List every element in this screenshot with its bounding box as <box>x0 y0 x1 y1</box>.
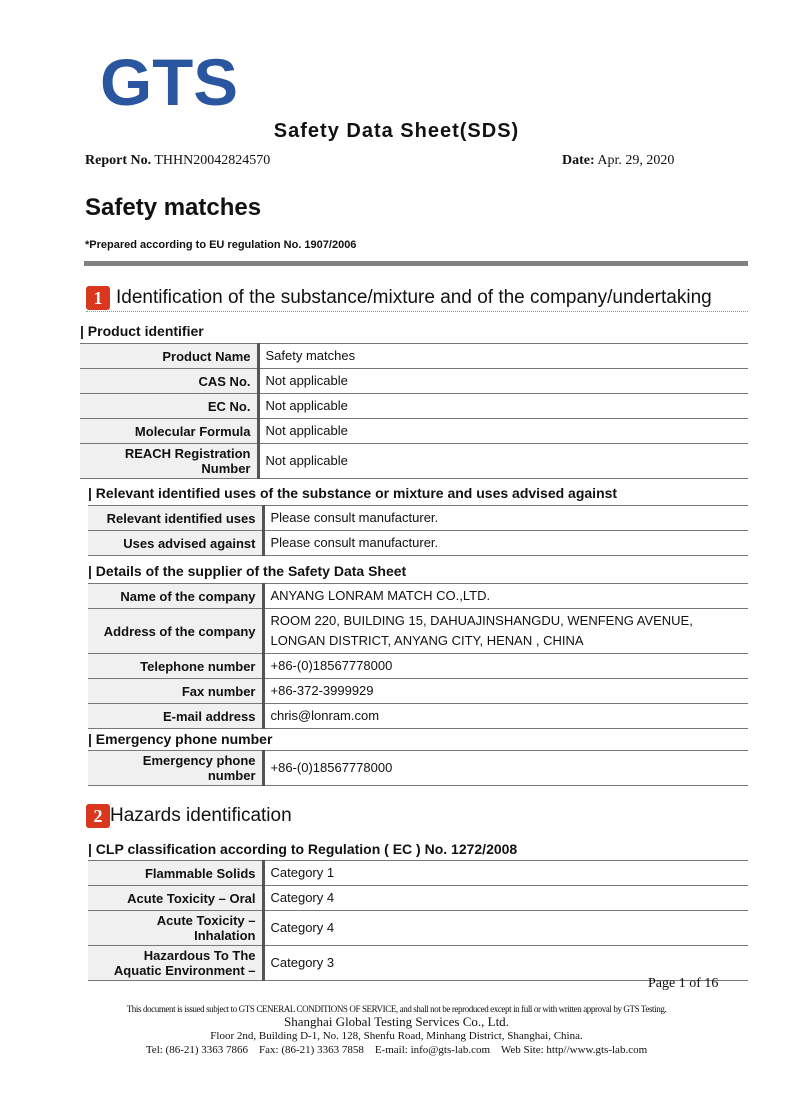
row-label: Relevant identified uses <box>88 506 263 531</box>
subheading: | Emergency phone number <box>88 731 273 747</box>
footer-address: Floor 2nd, Building D-1, No. 128, Shenfu Road, Minhang District, Shanghai, China. <box>210 1030 583 1042</box>
subheading: | CLP classification according to Regulation ( EC ) No. 1272/2008 <box>88 841 518 857</box>
row-value: Category 4 <box>263 911 748 946</box>
subheading: | Relevant identified uses of the substance or mixture and uses advised against <box>88 485 618 501</box>
section-number-badge: 2 <box>86 804 110 828</box>
supplier-table <box>88 583 748 729</box>
row-label: Uses advised against <box>88 531 263 556</box>
footer-contact: Tel: (86-21) 3363 7866 Fax: (86-21) 3363 7858 E-mail: info@gts-lab.com Web Site: http//www.gts-lab.com <box>145 1044 648 1056</box>
row-value: Safety matches <box>258 344 748 369</box>
row-label: E-mail address <box>88 704 263 729</box>
table-row <box>88 584 748 609</box>
row-value: ROOM 220, BUILDING 15, DAHUAJINSHANGDU, WENFENG AVENUE, LONGAN DISTRICT, ANYANG CITY, HENAN , CHINA <box>263 609 748 654</box>
row-value: Category 4 <box>263 886 748 911</box>
row-label: Molecular Formula <box>80 419 258 444</box>
subheading: | Details of the supplier of the Safety Data Sheet <box>88 563 407 579</box>
row-value: Not applicable <box>258 394 748 419</box>
row-value: Not applicable <box>258 419 748 444</box>
row-label: Flammable Solids <box>88 861 263 886</box>
table-row <box>80 369 748 394</box>
row-label: Acute Toxicity – Inhalation <box>88 911 263 946</box>
table-row <box>88 886 748 911</box>
document-title: Safety Data Sheet(SDS) <box>273 120 520 142</box>
row-value: +86-(0)18567778000 <box>263 751 748 786</box>
row-label: Hazardous To The Aquatic Environment – <box>88 946 263 981</box>
row-label: Telephone number <box>88 654 263 679</box>
table-row <box>80 419 748 444</box>
table-row <box>88 679 748 704</box>
row-label: Product Name <box>80 344 258 369</box>
table-row <box>88 911 748 946</box>
section-title: Identification of the substance/mixture and of the company/undertaking <box>116 286 712 308</box>
row-value: Not applicable <box>258 444 748 479</box>
subheading: | Product identifier <box>80 323 204 339</box>
row-label: Name of the company <box>88 584 263 609</box>
prepared-note: *Prepared according to EU regulation No. 1907/2006 <box>85 239 357 251</box>
table-row <box>88 704 748 729</box>
table-row <box>88 861 748 886</box>
row-label: EC No. <box>80 394 258 419</box>
row-label: CAS No. <box>80 369 258 394</box>
table-row <box>88 609 748 654</box>
uses-table <box>88 505 748 556</box>
row-value: Please consult manufacturer. <box>263 506 748 531</box>
row-value: Please consult manufacturer. <box>263 531 748 556</box>
section-title: Hazards identification <box>110 805 292 826</box>
table-row <box>80 444 748 479</box>
row-value: +86-372-3999929 <box>263 679 748 704</box>
row-value: ANYANG LONRAM MATCH CO.,LTD. <box>263 584 748 609</box>
row-value: +86-(0)18567778000 <box>263 654 748 679</box>
row-value: Category 1 <box>263 861 748 886</box>
row-value: Not applicable <box>258 369 748 394</box>
section-2-heading <box>86 802 292 830</box>
report-number: Report No. THHN20042824570 <box>85 153 271 168</box>
footer-company: Shanghai Global Testing Services Co., Ltd. <box>284 1014 509 1029</box>
table-row <box>88 751 748 786</box>
divider <box>84 261 748 266</box>
emergency-table <box>88 750 748 786</box>
row-value: Category 3 <box>263 946 748 981</box>
table-row <box>80 394 748 419</box>
section-number-badge: 1 <box>86 286 110 310</box>
row-label: Address of the company <box>88 609 263 654</box>
table-row <box>88 531 748 556</box>
svg-text:GTS: GTS <box>100 55 238 107</box>
product-title: Safety matches <box>85 194 262 221</box>
row-label: Acute Toxicity – Oral <box>88 886 263 911</box>
table-row <box>80 344 748 369</box>
table-row <box>88 654 748 679</box>
section-1-heading <box>86 284 748 312</box>
page-number: Page 1 of 16 <box>648 976 719 991</box>
row-label: REACH Registration Number <box>80 444 258 479</box>
row-value: chris@lonram.com <box>263 704 748 729</box>
table-row <box>88 506 748 531</box>
product-identifier-table <box>80 343 748 479</box>
clp-table <box>88 860 748 981</box>
report-date: Date: Apr. 29, 2020 <box>562 153 675 168</box>
row-label: Fax number <box>88 679 263 704</box>
gts-logo <box>100 55 240 107</box>
footer-disclaimer: This document is issued subject to GTS CENERAL CONDITIONS OF SERVICE, and shall not be reproduced except in full or with written approval by GTS Testing. <box>126 1004 667 1014</box>
row-label: Emergency phone number <box>88 751 263 786</box>
